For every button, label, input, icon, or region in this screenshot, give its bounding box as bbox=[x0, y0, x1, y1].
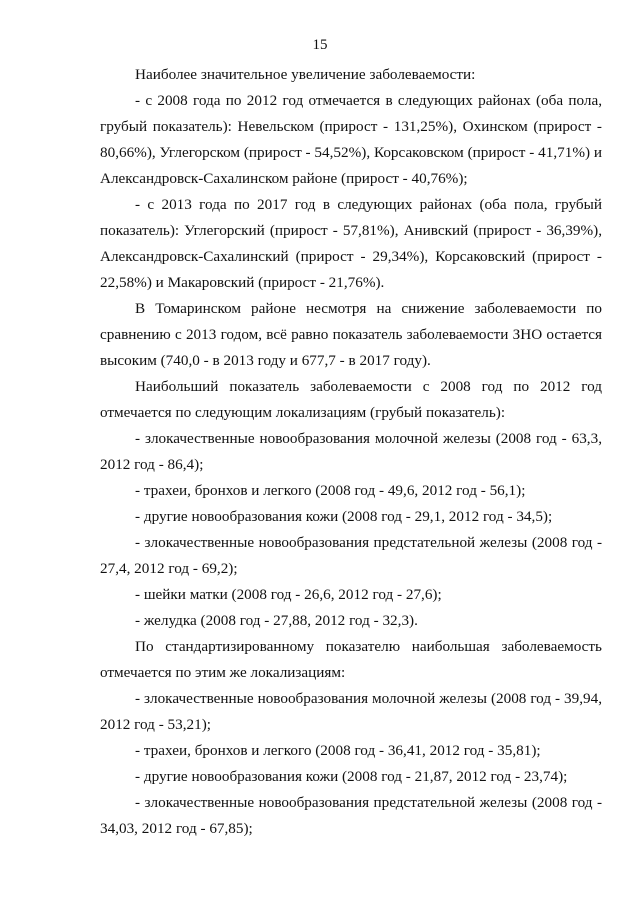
paragraph-intro: Наиболее значительное увеличение заболеваемости: bbox=[135, 66, 476, 83]
paragraph-tomarinsky: В Томаринском районе несмотря на снижение заболеваемости по сравнению с 2013 годом, всё равно показатель заболеваемости ЗНО остается высоким (740,0 - в 2013 году и 677,7 - в 2017 году). bbox=[100, 300, 602, 369]
list-item-lung-standardized: - трахеи, бронхов и легкого (2008 год - 36,41, 2012 год - 35,81); bbox=[135, 742, 541, 759]
list-item-prostate-standardized: - злокачественные новообразования предстательной железы (2008 год - 34,03, 2012 год - 67,85); bbox=[100, 794, 602, 837]
page-number: 15 bbox=[312, 37, 328, 53]
list-item-stomach-crude: - желудка (2008 год - 27,88, 2012 год - 32,3). bbox=[135, 612, 418, 629]
list-item-skin-crude: - другие новообразования кожи (2008 год - 29,1, 2012 год - 34,5); bbox=[135, 508, 553, 525]
paragraph-2008-2012-districts: - с 2008 года по 2012 год отмечается в следующих районах (оба пола, грубый показатель): Невельском (прирост - 131,25%), Охинском (прирост - 80,66%), Углегорском (прирост - 54,52%), Корсаковском (прирост - 41,71%) и Александровск-Сахалинском районе (прирост - 40,76%); bbox=[100, 92, 602, 187]
paragraph-localizations-crude: Наибольший показатель заболеваемости с 2008 год по 2012 год отмечается по следующим локализациям (грубый показатель): bbox=[100, 378, 602, 421]
paragraph-localizations-standardized: По стандартизированному показателю наибольшая заболеваемость отмечается по этим же локализациям: bbox=[100, 638, 602, 681]
list-item-cervix-crude: - шейки матки (2008 год - 26,6, 2012 год - 27,6); bbox=[135, 586, 442, 603]
list-item-prostate-crude: - злокачественные новообразования предстательной железы (2008 год - 27,4, 2012 год - 69,2); bbox=[100, 534, 602, 577]
list-item-skin-standardized: - другие новообразования кожи (2008 год - 21,87, 2012 год - 23,74); bbox=[135, 768, 568, 785]
list-item-lung-crude: - трахеи, бронхов и легкого (2008 год - 49,6, 2012 год - 56,1); bbox=[135, 482, 526, 499]
body-text bbox=[100, 62, 602, 842]
list-item-breast-standardized: - злокачественные новообразования молочной железы (2008 год - 39,94, 2012 год - 53,21); bbox=[100, 690, 602, 733]
paragraph-2013-2017-districts: - с 2013 года по 2017 год в следующих районах (оба пола, грубый показатель): Углегорский (прирост - 57,81%), Анивский (прирост - 36,39%), Александровск-Сахалинский (прирост - 29,34%), Корсаковский (прирост - 22,58%) и Макаровский (прирост - 21,76%). bbox=[100, 196, 602, 291]
list-item-breast-crude: - злокачественные новообразования молочной железы (2008 год - 63,3, 2012 год - 86,4); bbox=[100, 430, 602, 473]
